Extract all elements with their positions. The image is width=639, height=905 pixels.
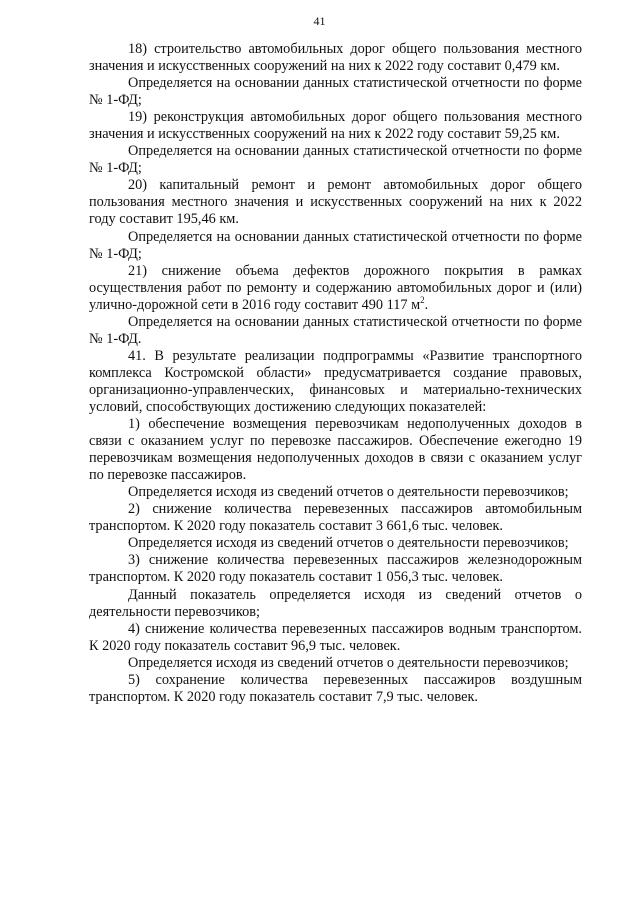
paragraph-indicator-4: 4) снижение количества перевезенных пассажиров водным транспортом. К 2020 году показатель составит 96,9 тыс. человек. xyxy=(89,620,582,654)
paragraph-indicator-2: 2) снижение количества перевезенных пассажиров автомобильным транспортом. К 2020 году показатель составит 3 661,6 тыс. человек. xyxy=(89,501,582,535)
page-number: 41 xyxy=(313,14,326,28)
paragraph-source-note: Определяется исходя из сведений отчетов о деятельности перевозчиков; xyxy=(128,654,569,671)
paragraph-source-note: Данный показатель определяется исходя из сведений отчетов о деятельности перевозчиков; xyxy=(89,586,582,620)
paragraph-item-18: 18) строительство автомобильных дорог общего пользования местного значения и искусственных сооружений на них к 2022 году составит 0,479 км. xyxy=(89,41,582,75)
item-21-period: . xyxy=(424,296,429,313)
paragraph-indicator-3: 3) снижение количества перевезенных пассажиров железнодорожным транспортом. К 2020 году показатель составит 1 056,3 тыс. человек. xyxy=(89,552,582,586)
document-body xyxy=(89,41,582,706)
paragraph-source-note: Определяется на основании данных статистической отчетности по форме № 1-ФД; xyxy=(89,75,582,109)
square-meter-superscript: 2 xyxy=(420,294,425,305)
item-21-text: 21) снижение объема дефектов дорожного покрытия в рамках осуществления работ по ремонту и содержанию автомобильных дорог и (или) улично-дорожной сети в 2016 году составит 490 117 м xyxy=(89,262,582,313)
paragraph-section-41: 41. В результате реализации подпрограммы «Развитие транспортного комплекса Костромской области» предусматривается создание правовых, организационно-управленческих, финансовых и материально-технических условий, способствующих достижению следующих показателей: xyxy=(89,347,582,415)
paragraph-source-note: Определяется на основании данных статистической отчетности по форме № 1-ФД. xyxy=(89,313,582,347)
paragraph-source-note: Определяется исходя из сведений отчетов о деятельности перевозчиков; xyxy=(128,484,569,501)
paragraph-indicator-5: 5) сохранение количества перевезенных пассажиров воздушным транспортом. К 2020 году показатель составит 7,9 тыс. человек. xyxy=(89,671,582,705)
paragraph-source-note: Определяется исходя из сведений отчетов о деятельности перевозчиков; xyxy=(128,535,569,552)
paragraph-source-note: Определяется на основании данных статистической отчетности по форме № 1-ФД; xyxy=(89,228,582,262)
paragraph-indicator-1: 1) обеспечение возмещения перевозчикам недополученных доходов в связи с оказанием услуг по перевозке пассажиров. Обеспечение ежегодно 19 перевозчикам возмещения недополученных доходов в связи с оказанием услуг по перевозке пассажиров. xyxy=(89,416,582,484)
paragraph-item-21 xyxy=(89,263,582,314)
paragraph-item-19: 19) реконструкция автомобильных дорог общего пользования местного значения и искусственных сооружений на них к 2022 году составит 59,25 км. xyxy=(89,109,582,143)
paragraph-source-note: Определяется на основании данных статистической отчетности по форме № 1-ФД; xyxy=(89,143,582,177)
paragraph-item-20: 20) капитальный ремонт и ремонт автомобильных дорог общего пользования местного значения и искусственных сооружений на них к 2022 году составит 195,46 км. xyxy=(89,177,582,228)
